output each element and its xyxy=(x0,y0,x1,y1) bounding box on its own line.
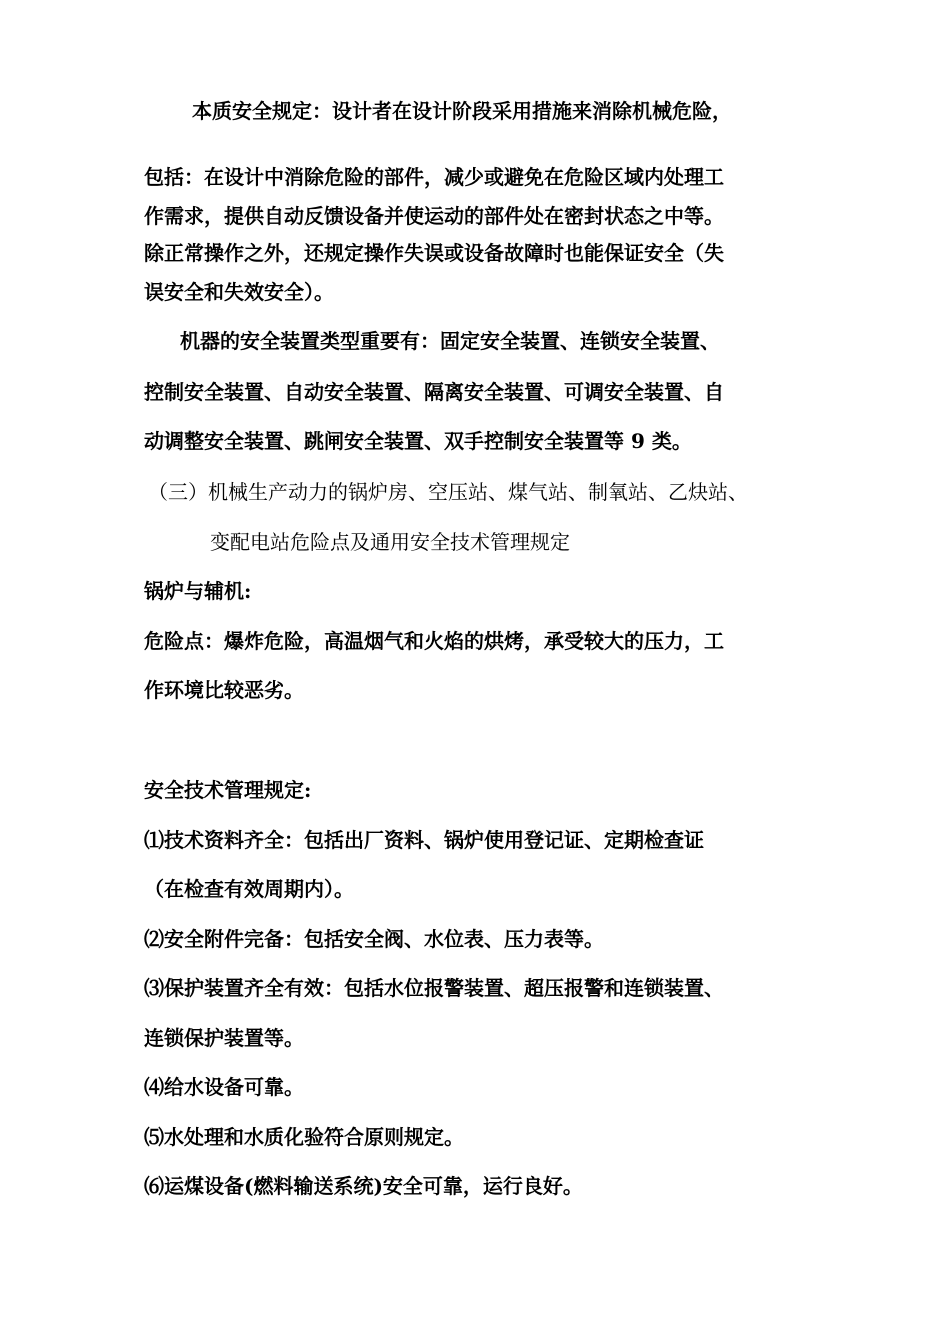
safety-devices-line-2: 控制安全装置、自动安全装置、隔离安全装置、可调安全装置、自 xyxy=(144,380,724,404)
management-item-1-line-2: （在检查有效周期内）。 xyxy=(144,877,354,901)
management-title: 安全技术管理规定: xyxy=(144,778,312,802)
intrinsic-safety-line-2: 包括：在设计中消除危险的部件，减少或避免在危险区域内处理工 xyxy=(144,165,724,189)
management-item-1-line-1: ⑴技术资料齐全：包括出厂资料、锅炉使用登记证、定期检查证 xyxy=(144,828,704,852)
intrinsic-safety-line-5: 误安全和失效安全）。 xyxy=(144,280,334,304)
section-heading-line-1: （三）机械生产动力的锅炉房、空压站、煤气站、制氧站、乙炔站、 xyxy=(148,480,748,504)
boiler-hazard-line-1: 危险点：爆炸危险，高温烟气和火焰的烘烤，承受较大的压力，工 xyxy=(144,629,724,653)
management-item-2: ⑵安全附件完备：包括安全阀、水位表、压力表等。 xyxy=(144,927,604,951)
management-item-3-line-2: 连锁保护装置等。 xyxy=(144,1026,304,1050)
management-item-5: ⑸水处理和水质化验符合原则规定。 xyxy=(144,1125,464,1149)
boiler-hazard-line-2: 作环境比较恶劣。 xyxy=(144,678,304,702)
safety-devices-line-1: 机器的安全装置类型重要有：固定安全装置、连锁安全装置、 xyxy=(180,329,720,353)
intrinsic-safety-line-4: 除正常操作之外，还规定操作失误或设备故障时也能保证安全（失 xyxy=(144,241,724,265)
safety-devices-line-3: 动调整安全装置、跳闸安全装置、双手控制安全装置等 9 类。 xyxy=(144,429,692,453)
management-item-3-line-1: ⑶保护装置齐全有效：包括水位报警装置、超压报警和连锁装置、 xyxy=(144,976,724,1000)
management-item-4: ⑷给水设备可靠。 xyxy=(144,1075,304,1099)
intrinsic-safety-line-3: 作需求，提供自动反馈设备并使运动的部件处在密封状态之中等。 xyxy=(144,204,724,228)
section-heading-line-2: 变配电站危险点及通用安全技术管理规定 xyxy=(210,530,570,554)
intrinsic-safety-line-1: 本质安全规定：设计者在设计阶段采用措施来消除机械危险， xyxy=(192,99,732,123)
boiler-subtitle: 锅炉与辅机: xyxy=(144,579,252,603)
management-item-6: ⑹运煤设备(燃料输送系统)安全可靠，运行良好。 xyxy=(144,1174,583,1198)
